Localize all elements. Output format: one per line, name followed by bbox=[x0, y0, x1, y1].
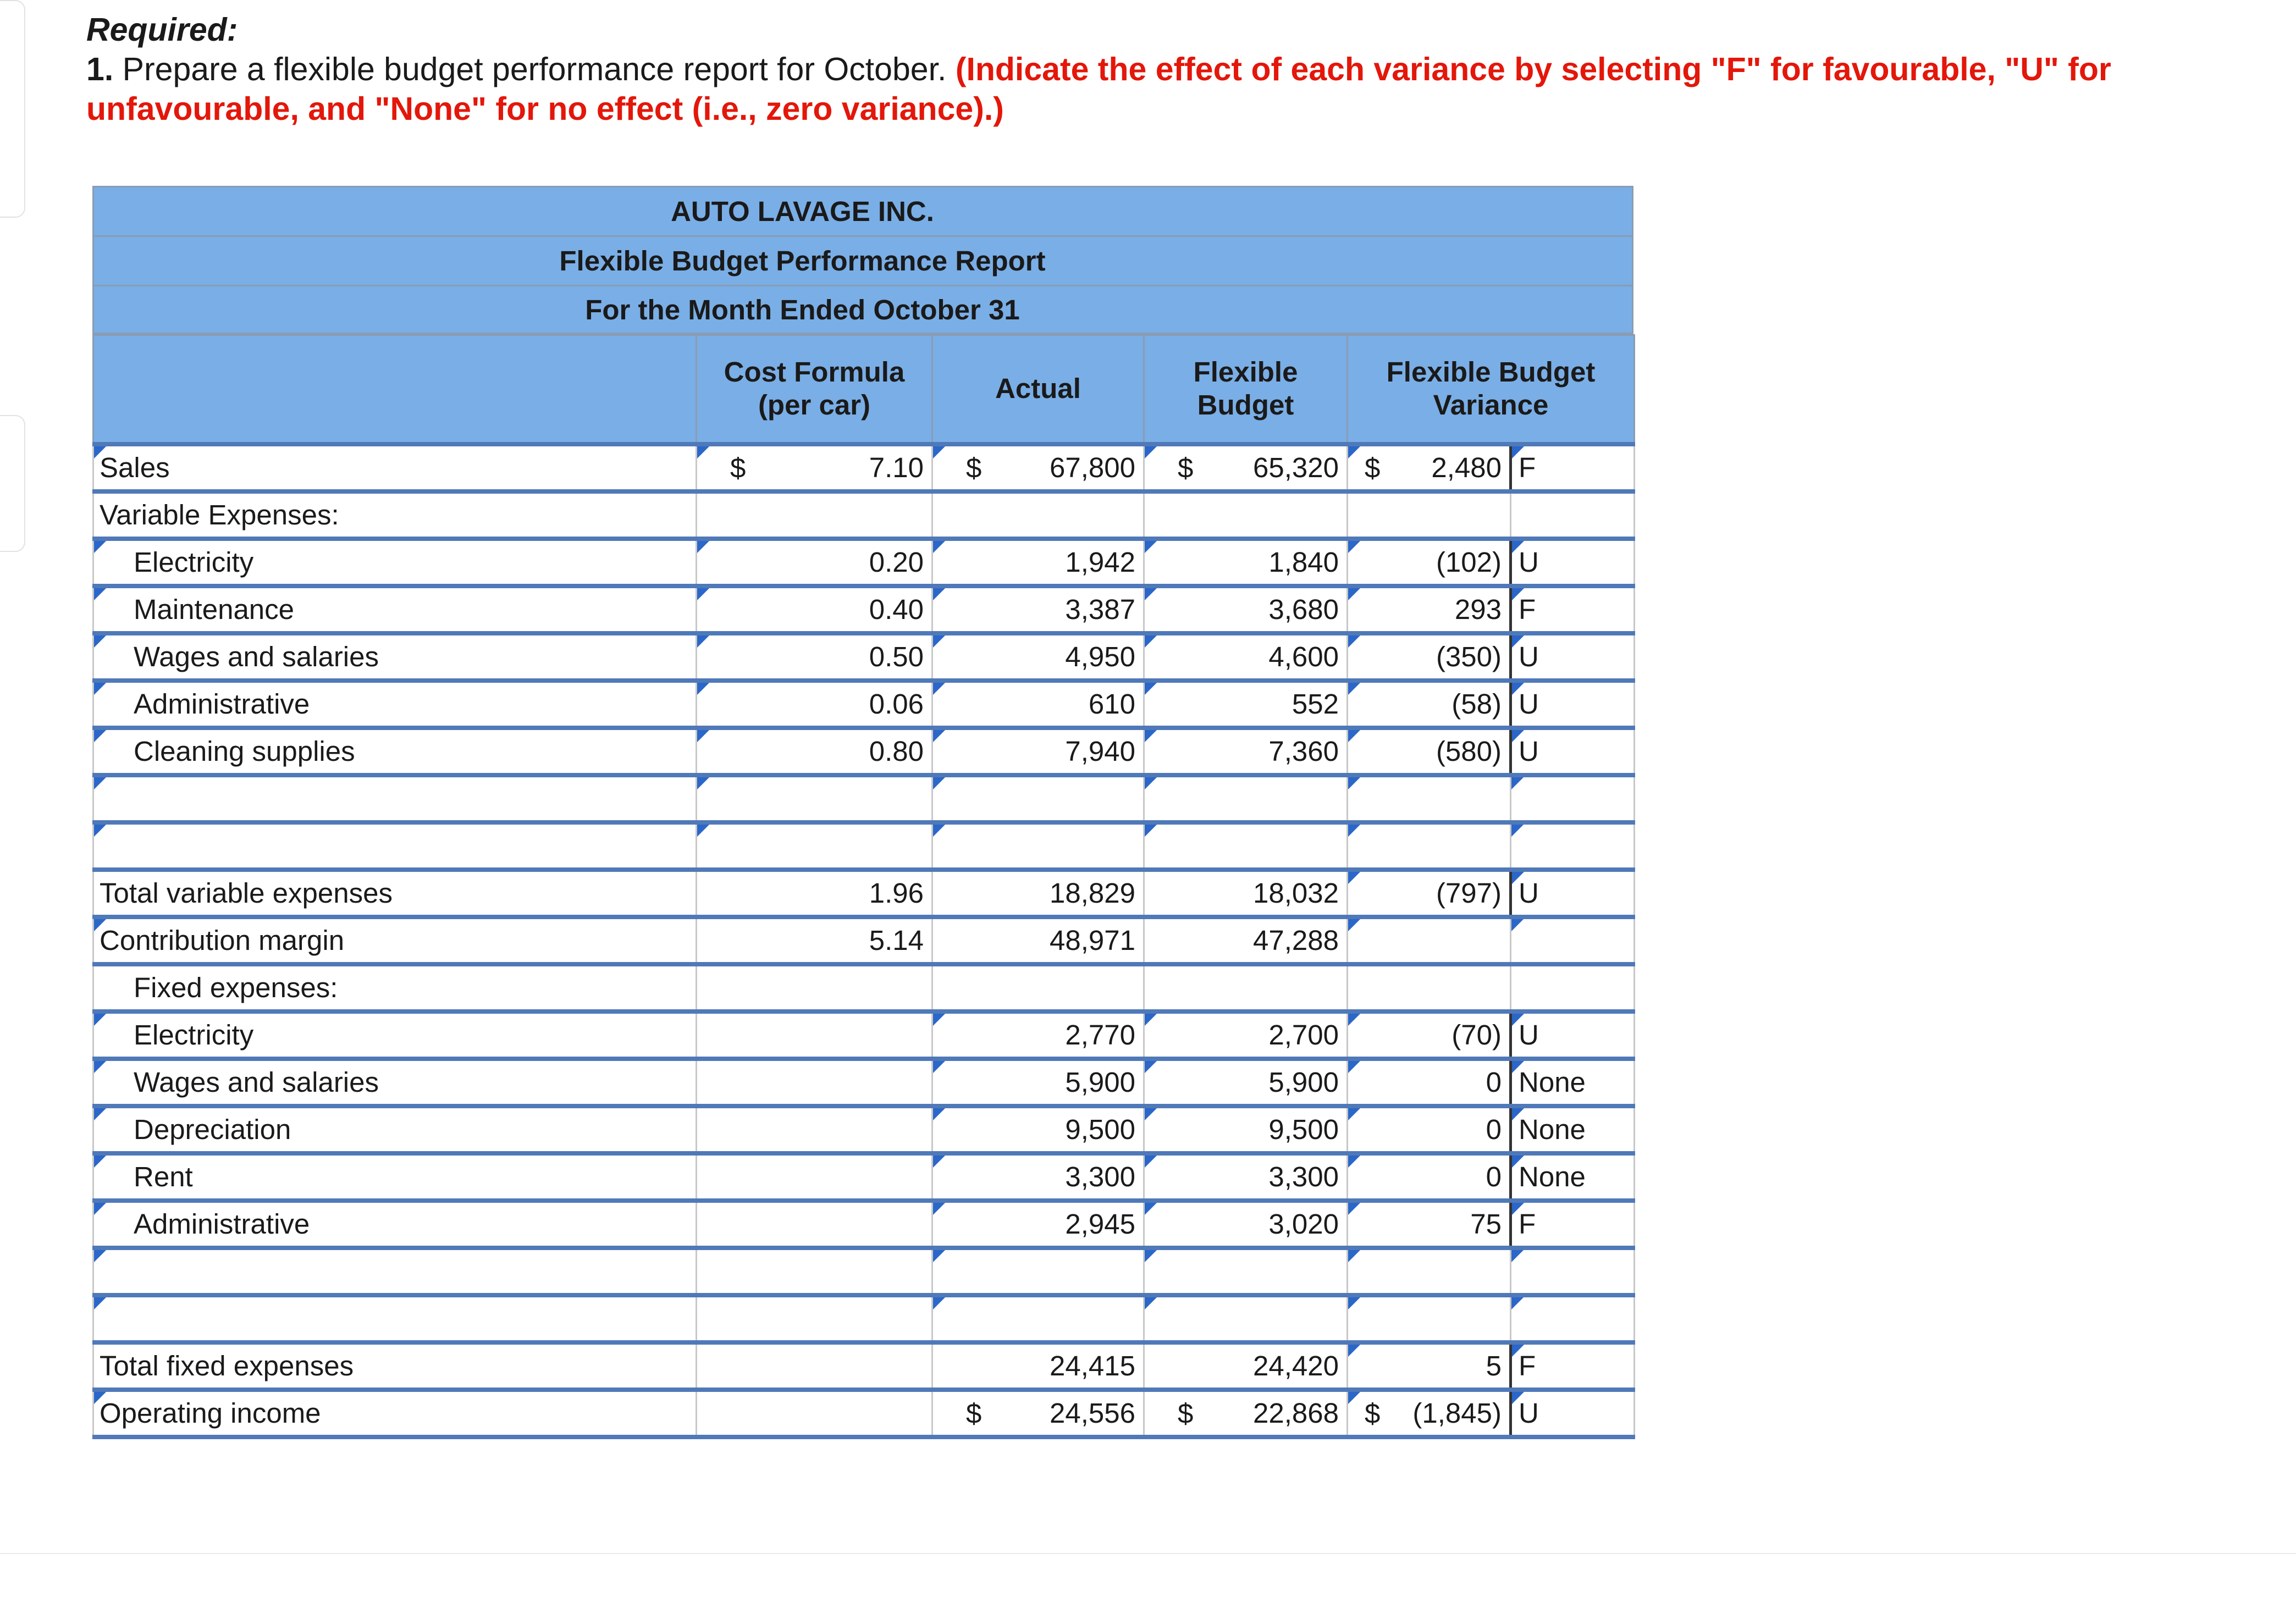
actual-input[interactable] bbox=[932, 1248, 1144, 1295]
flexible-budget-input[interactable]: 4,600 bbox=[1144, 633, 1348, 681]
empty-cell bbox=[697, 1106, 932, 1153]
variance-input[interactable] bbox=[1348, 1248, 1511, 1295]
side-panel-tab-top[interactable] bbox=[0, 0, 25, 218]
row-label-input[interactable]: Maintenance bbox=[93, 586, 697, 633]
operating-actual bbox=[932, 1390, 1144, 1437]
variance-value: (1,845) bbox=[1412, 1397, 1502, 1429]
variable-row bbox=[93, 586, 1635, 633]
flexible-budget-header: Flexible Budget bbox=[1144, 335, 1348, 444]
effect-select[interactable]: U bbox=[1511, 539, 1635, 586]
effect-select[interactable]: F bbox=[1511, 1342, 1635, 1390]
row-label-input[interactable]: Administrative bbox=[93, 1201, 697, 1248]
actual-input[interactable]: 610 bbox=[932, 681, 1144, 728]
variance-input[interactable] bbox=[1348, 444, 1511, 491]
cost-formula-input[interactable]: 0.40 bbox=[697, 586, 932, 633]
effect-select[interactable] bbox=[1511, 917, 1635, 964]
empty-cell bbox=[1511, 964, 1635, 1011]
flexible-budget-input[interactable] bbox=[1144, 444, 1348, 491]
total-variable-formula: 1.96 bbox=[697, 870, 932, 917]
flexible-budget-value: 65,320 bbox=[1253, 452, 1339, 483]
actual-input[interactable]: 2,770 bbox=[932, 1011, 1144, 1059]
currency-symbol: $ bbox=[1365, 452, 1381, 483]
effect-select[interactable] bbox=[1511, 1248, 1635, 1295]
fixed-expenses-heading: Fixed expenses: bbox=[93, 964, 697, 1011]
flexible-budget-input[interactable] bbox=[1144, 1248, 1348, 1295]
variance-header: Flexible Budget Variance bbox=[1348, 335, 1635, 444]
cost-formula-input[interactable] bbox=[697, 775, 932, 822]
variance-input[interactable]: (797) bbox=[1348, 870, 1511, 917]
contribution-formula: 5.14 bbox=[697, 917, 932, 964]
effect-select[interactable]: F bbox=[1511, 586, 1635, 633]
operating-flexible-value: 22,868 bbox=[1253, 1397, 1339, 1429]
bottom-divider bbox=[0, 1553, 2296, 1554]
row-label-input[interactable]: Rent bbox=[93, 1153, 697, 1201]
actual-input[interactable] bbox=[932, 775, 1144, 822]
currency-symbol: $ bbox=[1178, 1397, 1194, 1429]
effect-select[interactable]: None bbox=[1511, 1153, 1635, 1201]
column-header-row bbox=[93, 335, 1635, 444]
empty-cell bbox=[1348, 491, 1511, 539]
question-number: 1. bbox=[86, 51, 114, 87]
variable-row bbox=[93, 728, 1635, 775]
flexible-budget-input[interactable]: 3,680 bbox=[1144, 586, 1348, 633]
report-period: For the Month Ended October 31 bbox=[92, 285, 1633, 334]
flexible-budget-input[interactable]: 2,700 bbox=[1144, 1011, 1348, 1059]
row-label-input[interactable]: Sales bbox=[93, 444, 697, 491]
empty-cell bbox=[1144, 964, 1348, 1011]
empty-cell bbox=[1144, 491, 1348, 539]
actual-value: 67,800 bbox=[1050, 452, 1135, 483]
actual-input[interactable] bbox=[932, 1295, 1144, 1342]
actual-input[interactable]: 3,300 bbox=[932, 1153, 1144, 1201]
variance-input[interactable]: 75 bbox=[1348, 1201, 1511, 1248]
variable-heading-row bbox=[93, 491, 1635, 539]
question-text: Prepare a flexible budget performance report for October. bbox=[122, 51, 947, 87]
currency-symbol: $ bbox=[966, 1397, 982, 1429]
variable-row bbox=[93, 681, 1635, 728]
total-fixed-label: Total fixed expenses bbox=[93, 1342, 697, 1390]
variance-value: 2,480 bbox=[1431, 452, 1502, 483]
fixed-row bbox=[93, 1011, 1635, 1059]
effect-select[interactable] bbox=[1511, 775, 1635, 822]
flexible-budget-input[interactable]: 9,500 bbox=[1144, 1106, 1348, 1153]
required-heading: Required: bbox=[86, 12, 238, 48]
effect-select[interactable]: None bbox=[1511, 1059, 1635, 1106]
label-column-header bbox=[93, 335, 697, 444]
variance-input[interactable]: 0 bbox=[1348, 1153, 1511, 1201]
fixed-row bbox=[93, 1059, 1635, 1106]
variance-input[interactable] bbox=[1348, 1390, 1511, 1437]
variance-input[interactable]: 293 bbox=[1348, 586, 1511, 633]
row-label-input[interactable] bbox=[93, 822, 697, 870]
total-variable-actual: 18,829 bbox=[932, 870, 1144, 917]
effect-select[interactable]: None bbox=[1511, 1106, 1635, 1153]
performance-report bbox=[92, 186, 1633, 1439]
contribution-flexible: 47,288 bbox=[1144, 917, 1348, 964]
empty-cell bbox=[697, 1011, 932, 1059]
fixed-row bbox=[93, 1153, 1635, 1201]
flexible-budget-input[interactable] bbox=[1144, 1295, 1348, 1342]
fixed-heading-row bbox=[93, 964, 1635, 1011]
flexible-budget-input[interactable]: 3,020 bbox=[1144, 1201, 1348, 1248]
flexible-budget-input[interactable]: 1,840 bbox=[1144, 539, 1348, 586]
row-label-input[interactable]: Electricity bbox=[93, 1011, 697, 1059]
total-variable-label: Total variable expenses bbox=[93, 870, 697, 917]
currency-symbol: $ bbox=[1365, 1397, 1381, 1429]
cost-formula-input[interactable]: 0.20 bbox=[697, 539, 932, 586]
sales-row bbox=[93, 444, 1635, 491]
variance-input[interactable] bbox=[1348, 1295, 1511, 1342]
report-title: Flexible Budget Performance Report bbox=[92, 235, 1633, 285]
empty-cell bbox=[697, 1342, 932, 1390]
cost-formula-value: 7.10 bbox=[869, 452, 924, 483]
actual-input[interactable] bbox=[932, 822, 1144, 870]
cost-formula-header: Cost Formula (per car) bbox=[697, 335, 932, 444]
empty-cell bbox=[697, 1248, 932, 1295]
actual-header: Actual bbox=[932, 335, 1144, 444]
empty-input-row bbox=[93, 822, 1635, 870]
variance-input[interactable]: (580) bbox=[1348, 728, 1511, 775]
actual-input[interactable] bbox=[932, 444, 1144, 491]
total-fixed-row bbox=[93, 1342, 1635, 1390]
flexible-budget-input[interactable]: 3,300 bbox=[1144, 1153, 1348, 1201]
empty-cell bbox=[1511, 491, 1635, 539]
row-label-input[interactable]: Administrative bbox=[93, 681, 697, 728]
row-label-input[interactable]: Electricity bbox=[93, 539, 697, 586]
empty-cell bbox=[697, 964, 932, 1011]
cost-formula-input[interactable]: 0.50 bbox=[697, 633, 932, 681]
actual-input[interactable]: 9,500 bbox=[932, 1106, 1144, 1153]
flexible-budget-input[interactable]: 7,360 bbox=[1144, 728, 1348, 775]
contribution-actual: 48,971 bbox=[932, 917, 1144, 964]
effect-select[interactable] bbox=[1511, 822, 1635, 870]
cost-formula-input[interactable] bbox=[697, 822, 932, 870]
empty-cell bbox=[697, 1295, 932, 1342]
row-label-input[interactable]: Cleaning supplies bbox=[93, 728, 697, 775]
cost-formula-input[interactable]: 0.06 bbox=[697, 681, 932, 728]
variance-input[interactable] bbox=[1348, 917, 1511, 964]
actual-input[interactable]: 3,387 bbox=[932, 586, 1144, 633]
operating-flexible bbox=[1144, 1390, 1348, 1437]
row-label-input[interactable]: Wages and salaries bbox=[93, 633, 697, 681]
total-fixed-actual: 24,415 bbox=[932, 1342, 1144, 1390]
empty-cell bbox=[1348, 964, 1511, 1011]
empty-cell bbox=[697, 1390, 932, 1437]
row-label-input[interactable]: Contribution margin bbox=[93, 917, 697, 964]
flexible-budget-input[interactable]: 5,900 bbox=[1144, 1059, 1348, 1106]
effect-select[interactable]: U bbox=[1511, 728, 1635, 775]
effect-select[interactable]: U bbox=[1511, 1011, 1635, 1059]
operating-income-row bbox=[93, 1390, 1635, 1437]
question-hint: (Indicate the effect of each variance by selecting "F" for favourable, "U" for unfavourable, and "None" for no effect (i.e., zero variance).) bbox=[86, 51, 2111, 127]
actual-input[interactable]: 4,950 bbox=[932, 633, 1144, 681]
currency-symbol: $ bbox=[966, 452, 982, 483]
variable-row bbox=[93, 539, 1635, 586]
variable-row bbox=[93, 633, 1635, 681]
fixed-row bbox=[93, 1106, 1635, 1153]
row-label-input[interactable] bbox=[93, 1295, 697, 1342]
variance-input[interactable]: (350) bbox=[1348, 633, 1511, 681]
variance-input[interactable]: 0 bbox=[1348, 1106, 1511, 1153]
contribution-margin-row bbox=[93, 917, 1635, 964]
row-label-input[interactable]: Wages and salaries bbox=[93, 1059, 697, 1106]
total-fixed-flexible: 24,420 bbox=[1144, 1342, 1348, 1390]
currency-symbol: $ bbox=[1178, 452, 1194, 483]
empty-cell bbox=[932, 964, 1144, 1011]
variable-expenses-heading: Variable Expenses: bbox=[93, 491, 697, 539]
variance-input[interactable]: 5 bbox=[1348, 1342, 1511, 1390]
effect-select[interactable]: U bbox=[1511, 870, 1635, 917]
actual-input[interactable]: 5,900 bbox=[932, 1059, 1144, 1106]
actual-input[interactable]: 7,940 bbox=[932, 728, 1144, 775]
empty-cell bbox=[932, 491, 1144, 539]
total-variable-row bbox=[93, 870, 1635, 917]
flexible-budget-input[interactable] bbox=[1144, 775, 1348, 822]
actual-input[interactable]: 2,945 bbox=[932, 1201, 1144, 1248]
row-label-input[interactable]: Depreciation bbox=[93, 1106, 697, 1153]
side-panel-tab-middle[interactable] bbox=[0, 415, 25, 552]
total-variable-flexible: 18,032 bbox=[1144, 870, 1348, 917]
row-label-input[interactable] bbox=[93, 1248, 697, 1295]
effect-select[interactable]: F bbox=[1511, 444, 1635, 491]
flexible-budget-input[interactable] bbox=[1144, 822, 1348, 870]
fixed-row bbox=[93, 1201, 1635, 1248]
cost-formula-input[interactable]: 0.80 bbox=[697, 728, 932, 775]
empty-input-row bbox=[93, 1295, 1635, 1342]
currency-symbol: $ bbox=[730, 452, 746, 483]
actual-input[interactable]: 1,942 bbox=[932, 539, 1144, 586]
empty-cell bbox=[697, 1059, 932, 1106]
variance-input[interactable]: (58) bbox=[1348, 681, 1511, 728]
empty-input-row bbox=[93, 775, 1635, 822]
row-label-input[interactable]: Operating income bbox=[93, 1390, 697, 1437]
flexible-budget-input[interactable]: 552 bbox=[1144, 681, 1348, 728]
instruction-text bbox=[86, 49, 2231, 129]
variance-input[interactable]: (102) bbox=[1348, 539, 1511, 586]
effect-select[interactable]: F bbox=[1511, 1201, 1635, 1248]
variance-input[interactable] bbox=[1348, 822, 1511, 870]
company-name: AUTO LAVAGE INC. bbox=[92, 186, 1633, 235]
empty-cell bbox=[697, 1153, 932, 1201]
variance-input[interactable]: (70) bbox=[1348, 1011, 1511, 1059]
row-label-input[interactable] bbox=[93, 775, 697, 822]
cost-formula-input[interactable] bbox=[697, 444, 932, 491]
effect-select[interactable] bbox=[1511, 1295, 1635, 1342]
effect-select[interactable]: U bbox=[1511, 1390, 1635, 1437]
variance-input[interactable]: 0 bbox=[1348, 1059, 1511, 1106]
effect-select[interactable]: U bbox=[1511, 633, 1635, 681]
empty-input-row bbox=[93, 1248, 1635, 1295]
empty-cell bbox=[697, 1201, 932, 1248]
instructions bbox=[86, 10, 2231, 129]
variance-input[interactable] bbox=[1348, 775, 1511, 822]
effect-select[interactable]: U bbox=[1511, 681, 1635, 728]
empty-cell bbox=[697, 491, 932, 539]
operating-actual-value: 24,556 bbox=[1050, 1397, 1135, 1429]
report-table bbox=[92, 334, 1635, 1439]
